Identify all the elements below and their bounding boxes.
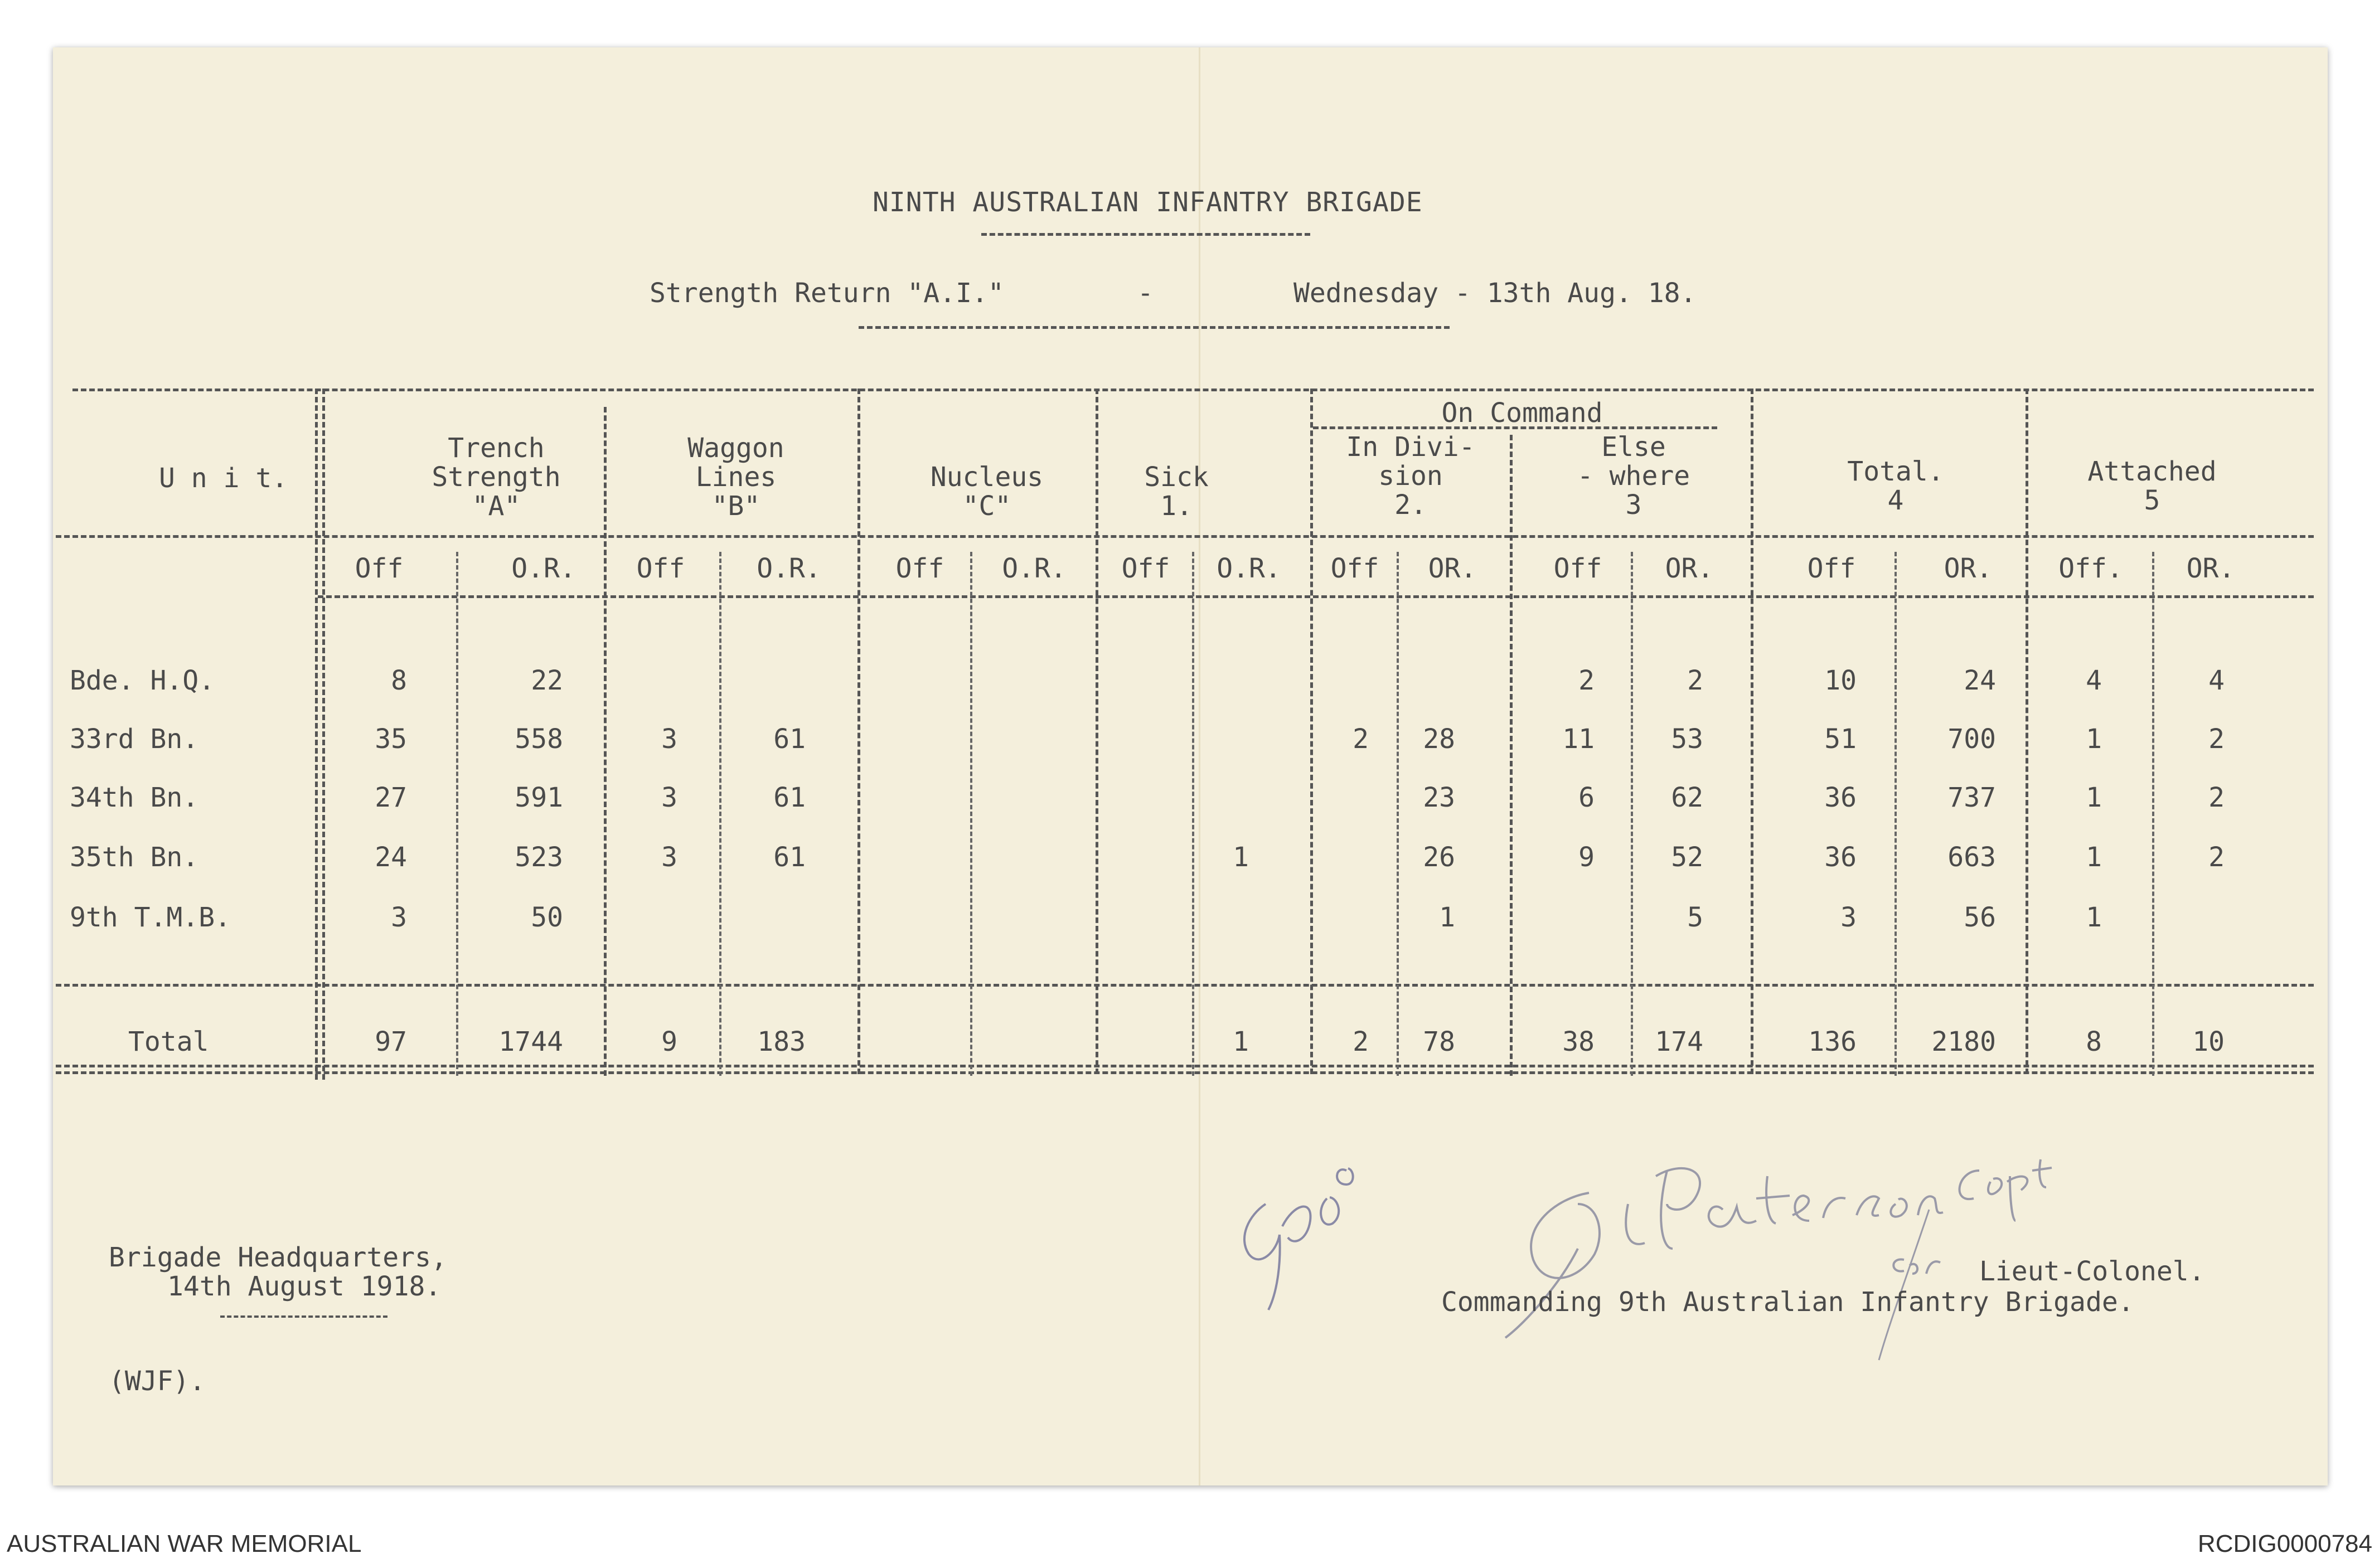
table-cell: 50 bbox=[531, 902, 563, 933]
table-cell: 1 bbox=[1439, 902, 1455, 933]
date-underline bbox=[220, 1315, 387, 1318]
table-cell: 23 bbox=[1423, 782, 1455, 813]
return-title: Strength Return "A.I." bbox=[650, 278, 1004, 309]
vrule-minor bbox=[1895, 552, 1897, 1076]
total-cell: 183 bbox=[757, 1026, 806, 1057]
header-attached-1: Attached bbox=[2087, 456, 2217, 487]
header-total-1: Total. bbox=[1847, 456, 1944, 487]
table-cell: 53 bbox=[1671, 724, 1703, 755]
table-cell: 61 bbox=[773, 724, 806, 755]
table-cell: 2 bbox=[1578, 665, 1595, 696]
table-cell: 56 bbox=[1964, 902, 1996, 933]
header-sick-1: Sick bbox=[1144, 462, 1209, 493]
table-cell: 9 bbox=[1578, 842, 1595, 873]
header-in-division-1: In Divi- bbox=[1346, 431, 1475, 463]
header-trench-2: Strength bbox=[432, 462, 561, 493]
total-cell: 2 bbox=[1353, 1026, 1369, 1057]
table-top-rule bbox=[72, 389, 2314, 391]
table-cell: 10 bbox=[1824, 665, 1857, 696]
title-underline bbox=[981, 233, 1310, 236]
total-cell: 8 bbox=[2086, 1026, 2102, 1057]
total-cell: 1 bbox=[1233, 1026, 1249, 1057]
table-cell: 1 bbox=[2086, 724, 2102, 755]
unit-label: Bde. H.Q. bbox=[70, 665, 215, 696]
total-cell: 2180 bbox=[1931, 1026, 1996, 1057]
subheader-cell: OR. bbox=[1944, 553, 1993, 584]
total-cell: 78 bbox=[1423, 1026, 1455, 1057]
table-cell: 2 bbox=[1353, 724, 1369, 755]
unit-label: 34th Bn. bbox=[70, 782, 199, 813]
header-unit: U n i t. bbox=[159, 463, 288, 494]
header-total-2: 4 bbox=[1887, 485, 1904, 516]
subheader-cell: Off bbox=[1121, 553, 1170, 584]
header-trench-1: Trench bbox=[448, 433, 545, 464]
total-cell: 97 bbox=[375, 1026, 407, 1057]
table-cell: 2 bbox=[2208, 724, 2225, 755]
total-cell: 136 bbox=[1808, 1026, 1857, 1057]
table-cell: 2 bbox=[2208, 842, 2225, 873]
table-cell: 52 bbox=[1671, 842, 1703, 873]
subheader-cell: Off. bbox=[2058, 553, 2123, 584]
return-date: Wednesday - 13th Aug. 18. bbox=[1293, 278, 1697, 309]
unit-label: 35th Bn. bbox=[70, 842, 199, 873]
table-cell: 4 bbox=[2208, 665, 2225, 696]
table-cell: 62 bbox=[1671, 782, 1703, 813]
header-waggon-3: "B" bbox=[711, 491, 760, 522]
table-cell: 1 bbox=[2086, 782, 2102, 813]
image-footer bbox=[0, 1530, 2379, 1558]
vrule-minor bbox=[1192, 552, 1194, 1076]
handwritten-initials-mark bbox=[1215, 1132, 1372, 1315]
table-cell: 26 bbox=[1423, 842, 1455, 873]
table-cell: 22 bbox=[531, 665, 563, 696]
vrule-minor bbox=[970, 552, 972, 1076]
table-cell: 24 bbox=[375, 842, 407, 873]
vrule bbox=[1510, 435, 1513, 1076]
vrule-minor bbox=[1397, 552, 1399, 1076]
document-title: NINTH AUSTRALIAN INFANTRY BRIGADE bbox=[873, 187, 1423, 218]
paper-fold bbox=[1199, 47, 1200, 1486]
subheader-cell: Off bbox=[636, 553, 685, 584]
place: Brigade Headquarters, bbox=[109, 1242, 447, 1273]
table-cell: 36 bbox=[1824, 782, 1857, 813]
subheader-cell: Off bbox=[1553, 553, 1602, 584]
table-cell: 61 bbox=[773, 842, 806, 873]
header-on-command: On Command bbox=[1441, 397, 1603, 429]
total-top-rule bbox=[56, 984, 2314, 987]
subheader-cell: OR. bbox=[1428, 553, 1477, 584]
vrule-minor bbox=[719, 552, 721, 1076]
subtitle-dash: - bbox=[1137, 278, 1154, 309]
subheader-cell: O.R. bbox=[511, 553, 576, 584]
subheader-cell: OR. bbox=[1665, 553, 1714, 584]
subheader-cell: O.R. bbox=[757, 553, 821, 584]
commanding-line: Commanding 9th Australian Infantry Brigade. bbox=[1441, 1287, 2134, 1318]
rank: Lieut-Colonel. bbox=[1979, 1256, 2205, 1287]
header-attached-2: 5 bbox=[2144, 485, 2160, 516]
header-nucleus-2: "C" bbox=[962, 491, 1011, 522]
table-cell: 24 bbox=[1964, 665, 1996, 696]
table-cell: 558 bbox=[515, 724, 563, 755]
total-cell: 9 bbox=[661, 1026, 677, 1057]
table-cell: 3 bbox=[1840, 902, 1857, 933]
subheader-rule bbox=[318, 595, 2314, 598]
table-cell: 3 bbox=[661, 782, 677, 813]
header-in-division-2: sion bbox=[1378, 460, 1443, 492]
header-rule bbox=[56, 535, 2314, 538]
subheader-cell: OR. bbox=[2186, 553, 2235, 584]
total-bottom-rule-1 bbox=[56, 1065, 2314, 1067]
table-cell: 11 bbox=[1562, 724, 1595, 755]
table-cell: 3 bbox=[661, 842, 677, 873]
vrule-minor bbox=[1631, 552, 1633, 1076]
header-elsewhere-2: - where bbox=[1577, 460, 1690, 492]
header-elsewhere-3: 3 bbox=[1625, 489, 1642, 521]
vrule bbox=[1096, 389, 1098, 1074]
total-bottom-rule-2 bbox=[56, 1071, 2314, 1074]
header-nucleus-1: Nucleus bbox=[930, 462, 1044, 493]
subheader-cell: Off bbox=[1330, 553, 1379, 584]
table-cell: 591 bbox=[515, 782, 563, 813]
table-cell: 737 bbox=[1947, 782, 1996, 813]
footer-identifier: RCDIG0000784 bbox=[2197, 1530, 2372, 1557]
table-cell: 6 bbox=[1578, 782, 1595, 813]
subheader-cell: O.R. bbox=[1217, 553, 1281, 584]
table-cell: 2 bbox=[1687, 665, 1703, 696]
header-in-division-3: 2. bbox=[1394, 489, 1427, 521]
table-cell: 5 bbox=[1687, 902, 1703, 933]
table-cell: 61 bbox=[773, 782, 806, 813]
table-cell: 700 bbox=[1947, 724, 1996, 755]
subtitle-underline bbox=[859, 326, 1450, 329]
unit-label: 9th T.M.B. bbox=[70, 902, 231, 933]
date: 14th August 1918. bbox=[167, 1271, 442, 1302]
table-cell: 1 bbox=[2086, 902, 2102, 933]
header-trench-3: "A" bbox=[472, 491, 521, 522]
table-cell: 1 bbox=[2086, 842, 2102, 873]
vrule-minor bbox=[456, 552, 458, 1076]
header-waggon-2: Lines bbox=[695, 462, 777, 493]
total-cell: 174 bbox=[1655, 1026, 1703, 1057]
table-cell: 27 bbox=[375, 782, 407, 813]
vrule bbox=[857, 389, 860, 1074]
total-cell: 1744 bbox=[498, 1026, 563, 1057]
total-cell: 38 bbox=[1562, 1026, 1595, 1057]
footer-credit: AUSTRALIAN WAR MEMORIAL bbox=[7, 1530, 362, 1557]
subheader-cell: Off bbox=[1807, 553, 1856, 584]
total-label: Total bbox=[128, 1026, 209, 1057]
table-cell: 663 bbox=[1947, 842, 1996, 873]
table-cell: 3 bbox=[661, 724, 677, 755]
header-waggon-1: Waggon bbox=[687, 433, 784, 464]
table-cell: 51 bbox=[1824, 724, 1857, 755]
typist-initials: (WJF). bbox=[109, 1366, 206, 1397]
header-sick-2: 1. bbox=[1160, 491, 1193, 522]
subheader-cell: O.R. bbox=[1002, 553, 1067, 584]
table-cell: 523 bbox=[515, 842, 563, 873]
subheader-cell: Off bbox=[895, 553, 944, 584]
table-cell: 3 bbox=[391, 902, 407, 933]
table-cell: 36 bbox=[1824, 842, 1857, 873]
header-elsewhere-1: Else bbox=[1601, 431, 1666, 463]
table-cell: 4 bbox=[2086, 665, 2102, 696]
subheader-cell: Off bbox=[355, 553, 404, 584]
table-cell: 1 bbox=[1233, 842, 1249, 873]
unit-label: 33rd Bn. bbox=[70, 724, 199, 755]
table-cell: 28 bbox=[1423, 724, 1455, 755]
table-cell: 2 bbox=[2208, 782, 2225, 813]
total-cell: 10 bbox=[2192, 1026, 2225, 1057]
table-cell: 8 bbox=[391, 665, 407, 696]
vrule-minor bbox=[2152, 552, 2154, 1076]
table-cell: 35 bbox=[375, 724, 407, 755]
